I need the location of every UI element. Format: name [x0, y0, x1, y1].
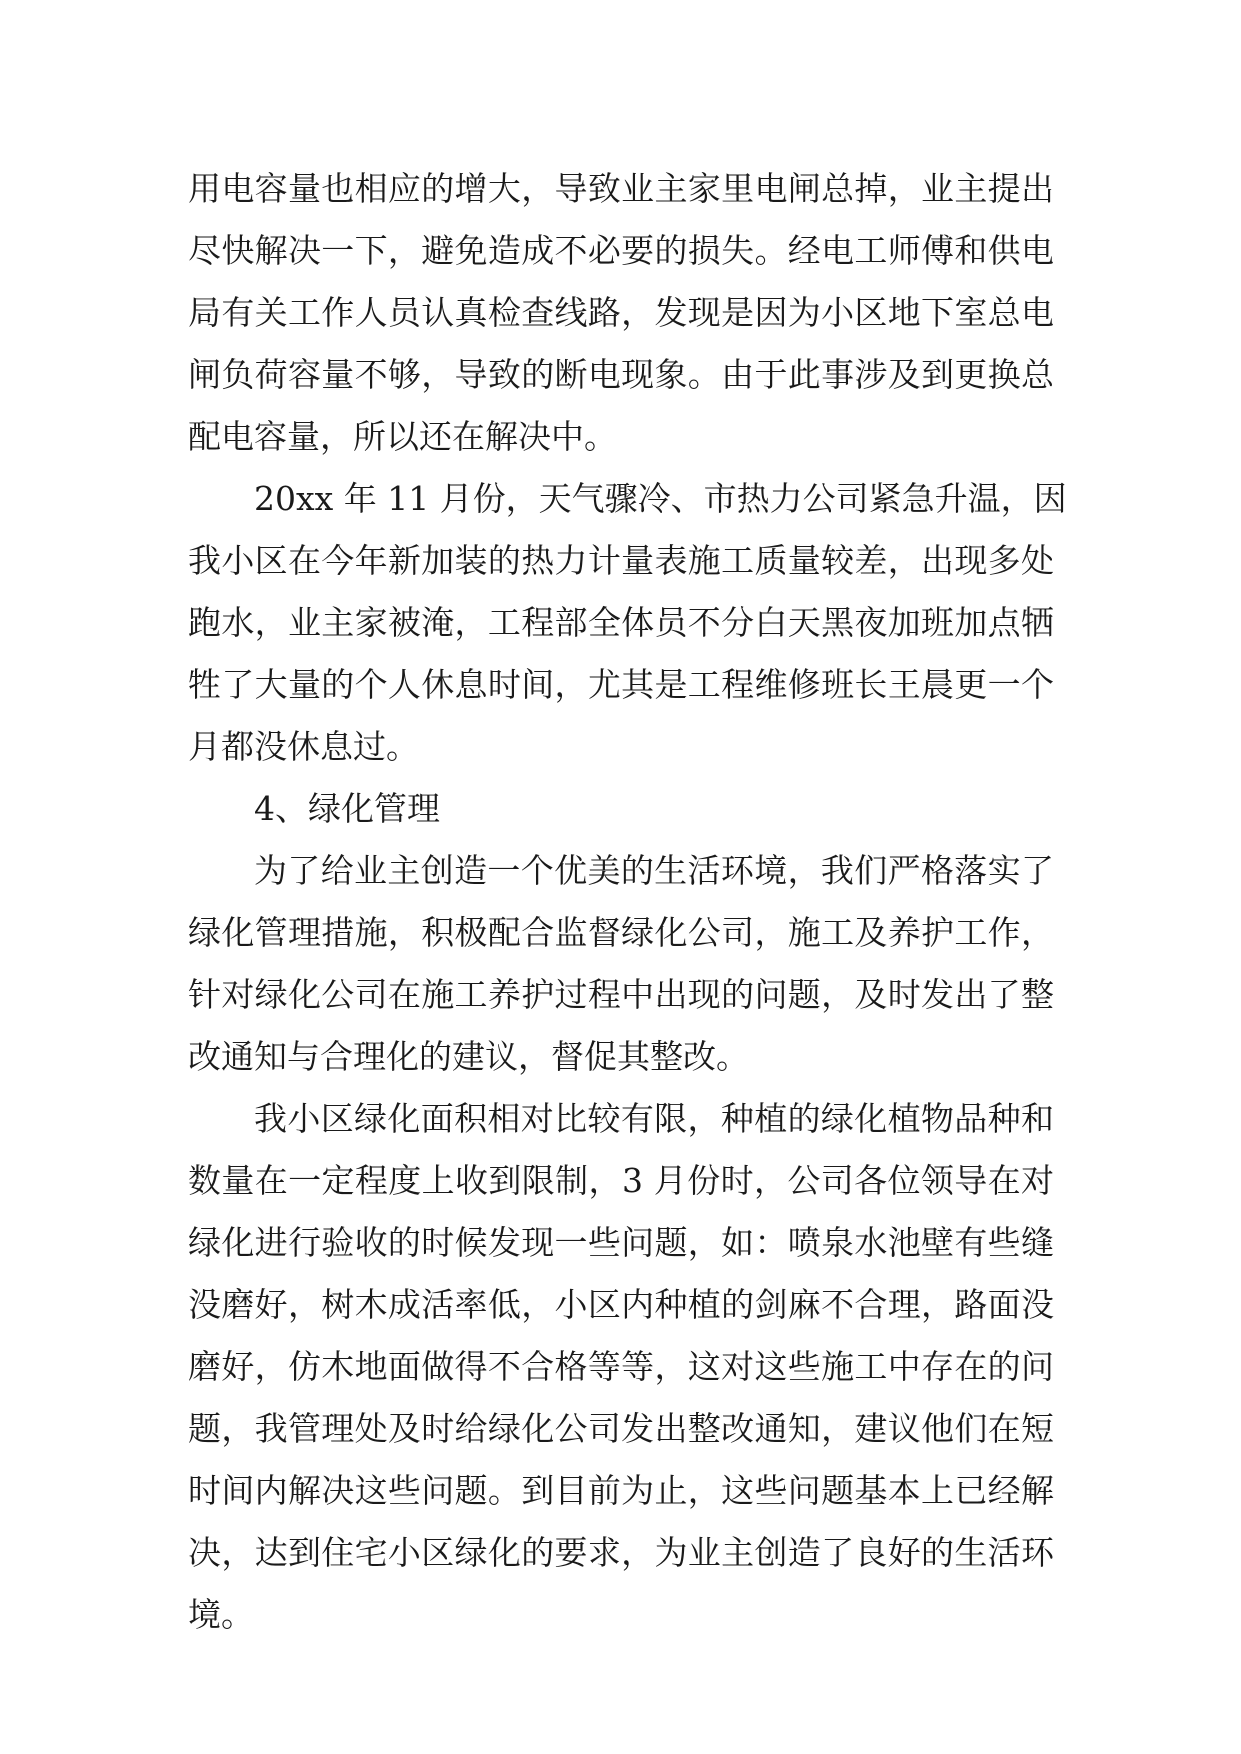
- text-line: 20xx 年 11 月份，天气骤冷、市热力公司紧急升温，因: [254, 479, 1067, 518]
- text-line: 没磨好，树木成活率低，小区内种植的剑麻不合理，路面没: [188, 1285, 1054, 1324]
- text-line: 月都没休息过。: [188, 727, 419, 766]
- text-line: 绿化管理措施，积极配合监督绿化公司，施工及养护工作，: [188, 913, 1054, 952]
- text-line: 时间内解决这些问题。到目前为止，这些问题基本上已经解: [188, 1471, 1054, 1510]
- text-line: 4、绿化管理: [254, 789, 440, 828]
- text-line: 境。: [188, 1595, 254, 1634]
- text-line: 闸负荷容量不够，导致的断电现象。由于此事涉及到更换总: [188, 355, 1054, 394]
- text-line: 我小区绿化面积相对比较有限，种植的绿化植物品种和: [254, 1099, 1054, 1138]
- text-line: 绿化进行验收的时候发现一些问题，如：喷泉水池壁有些缝: [188, 1223, 1054, 1262]
- text-line: 数量在一定程度上收到限制，3 月份时，公司各位领导在对: [188, 1161, 1054, 1200]
- text-line: 针对绿化公司在施工养护过程中出现的问题，及时发出了整: [188, 975, 1054, 1014]
- text-line: 牲了大量的个人休息时间，尤其是工程维修班长王晨更一个: [188, 665, 1054, 704]
- text-line: 我小区在今年新加装的热力计量表施工质量较差，出现多处: [188, 541, 1054, 580]
- text-line: 局有关工作人员认真检查线路，发现是因为小区地下室总电: [188, 293, 1054, 332]
- text-line: 磨好，仿木地面做得不合格等等，这对这些施工中存在的问: [188, 1347, 1054, 1386]
- text-line: 跑水，业主家被淹，工程部全体员不分白天黑夜加班加点牺: [188, 603, 1054, 642]
- text-line: 尽快解决一下，避免造成不必要的损失。经电工师傅和供电: [188, 231, 1054, 270]
- document-body: [188, 158, 1067, 1646]
- text-line: 为了给业主创造一个优美的生活环境，我们严格落实了: [254, 851, 1054, 890]
- text-line: 用电容量也相应的增大，导致业主家里电闸总掉，业主提出: [188, 169, 1054, 208]
- text-line: 决，达到住宅小区绿化的要求，为业主创造了良好的生活环: [188, 1533, 1054, 1572]
- text-line: 改通知与合理化的建议，督促其整改。: [188, 1037, 749, 1076]
- text-line: 配电容量，所以还在解决中。: [188, 417, 617, 456]
- text-line: 题，我管理处及时给绿化公司发出整改通知，建议他们在短: [188, 1409, 1054, 1448]
